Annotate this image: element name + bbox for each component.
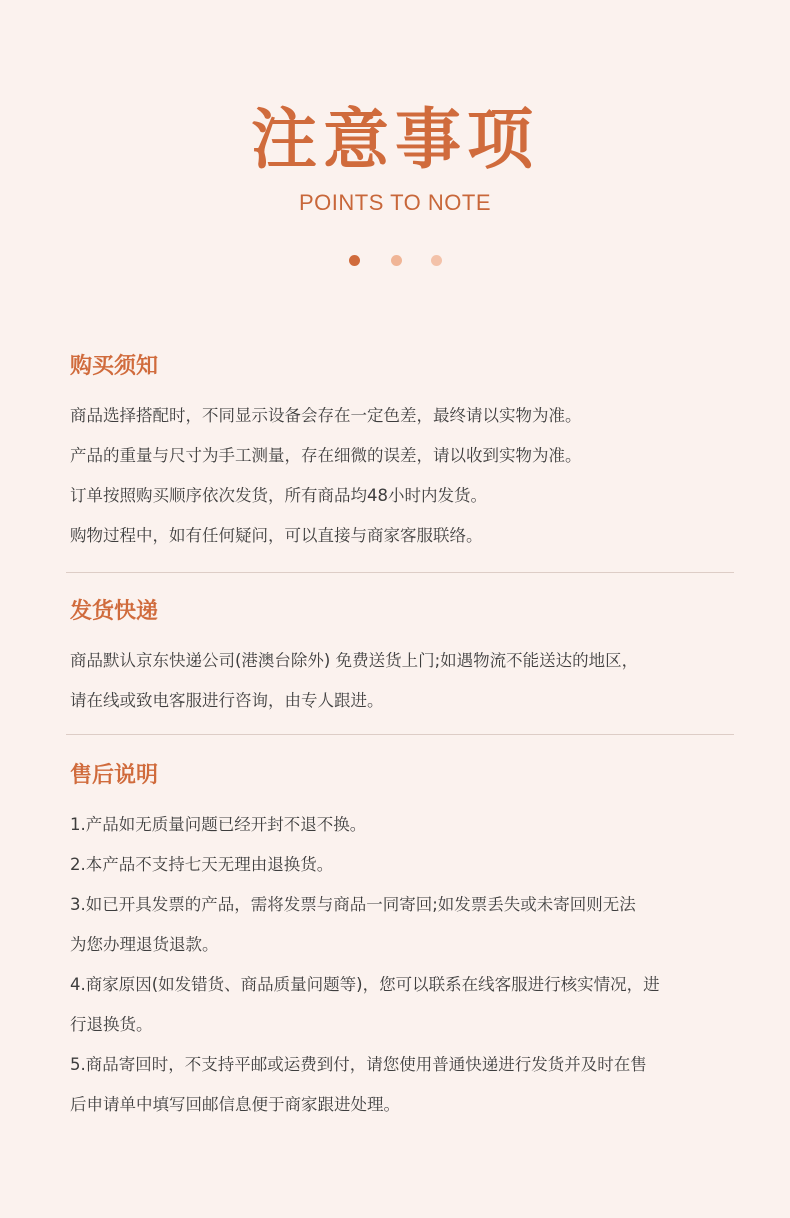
dot-icon [431,255,442,266]
section-heading: 售后说明 [70,763,159,788]
section-line: 购物过程中，如有任何疑问，可以直接与商家客服联络。 [70,526,483,545]
section-purchase-notes [70,352,735,556]
section-line: 1.产品如无质量问题已经开封不退不换。 [70,815,367,834]
page-subtitle: POINTS TO NOTE [299,190,491,215]
decorative-dots [0,255,790,267]
section-line: 请在线或致电客服进行咨询，由专人跟进。 [70,691,384,710]
section-shipping [70,597,735,721]
section-line: 5.商品寄回时，不支持平邮或运费到付，请您使用普通快递进行发货并及时在售 [70,1055,647,1074]
section-heading: 发货快递 [70,599,159,624]
section-heading: 购买须知 [70,354,159,379]
divider [66,572,734,573]
section-line: 产品的重量与尺寸为手工测量，存在细微的误差，请以收到实物为准。 [70,446,582,465]
section-line: 2.本产品不支持七天无理由退换货。 [70,855,334,874]
section-line: 为您办理退货退款。 [70,935,219,954]
section-line: 4.商家原因(如发错货、商品质量问题等)，您可以联系在线客服进行核实情况，进 [70,975,660,994]
section-line: 商品选择搭配时，不同显示设备会存在一定色差，最终请以实物为准。 [70,406,582,425]
dot-icon [391,255,402,266]
section-line: 订单按照购买顺序依次发货，所有商品均48小时内发货。 [70,486,487,505]
divider [66,734,734,735]
section-line: 商品默认京东快递公司(港澳台除外) 免费送货上门;如遇物流不能送达的地区， [70,651,639,670]
section-line: 行退换货。 [70,1015,153,1034]
section-line: 后申请单中填写回邮信息便于商家跟进处理。 [70,1095,400,1114]
section-line: 3.如已开具发票的产品，需将发票与商品一同寄回;如发票丢失或未寄回则无法 [70,895,636,914]
page-title: 注意事项 [251,101,539,178]
dot-icon [349,255,360,266]
section-after-sales [70,761,735,1125]
